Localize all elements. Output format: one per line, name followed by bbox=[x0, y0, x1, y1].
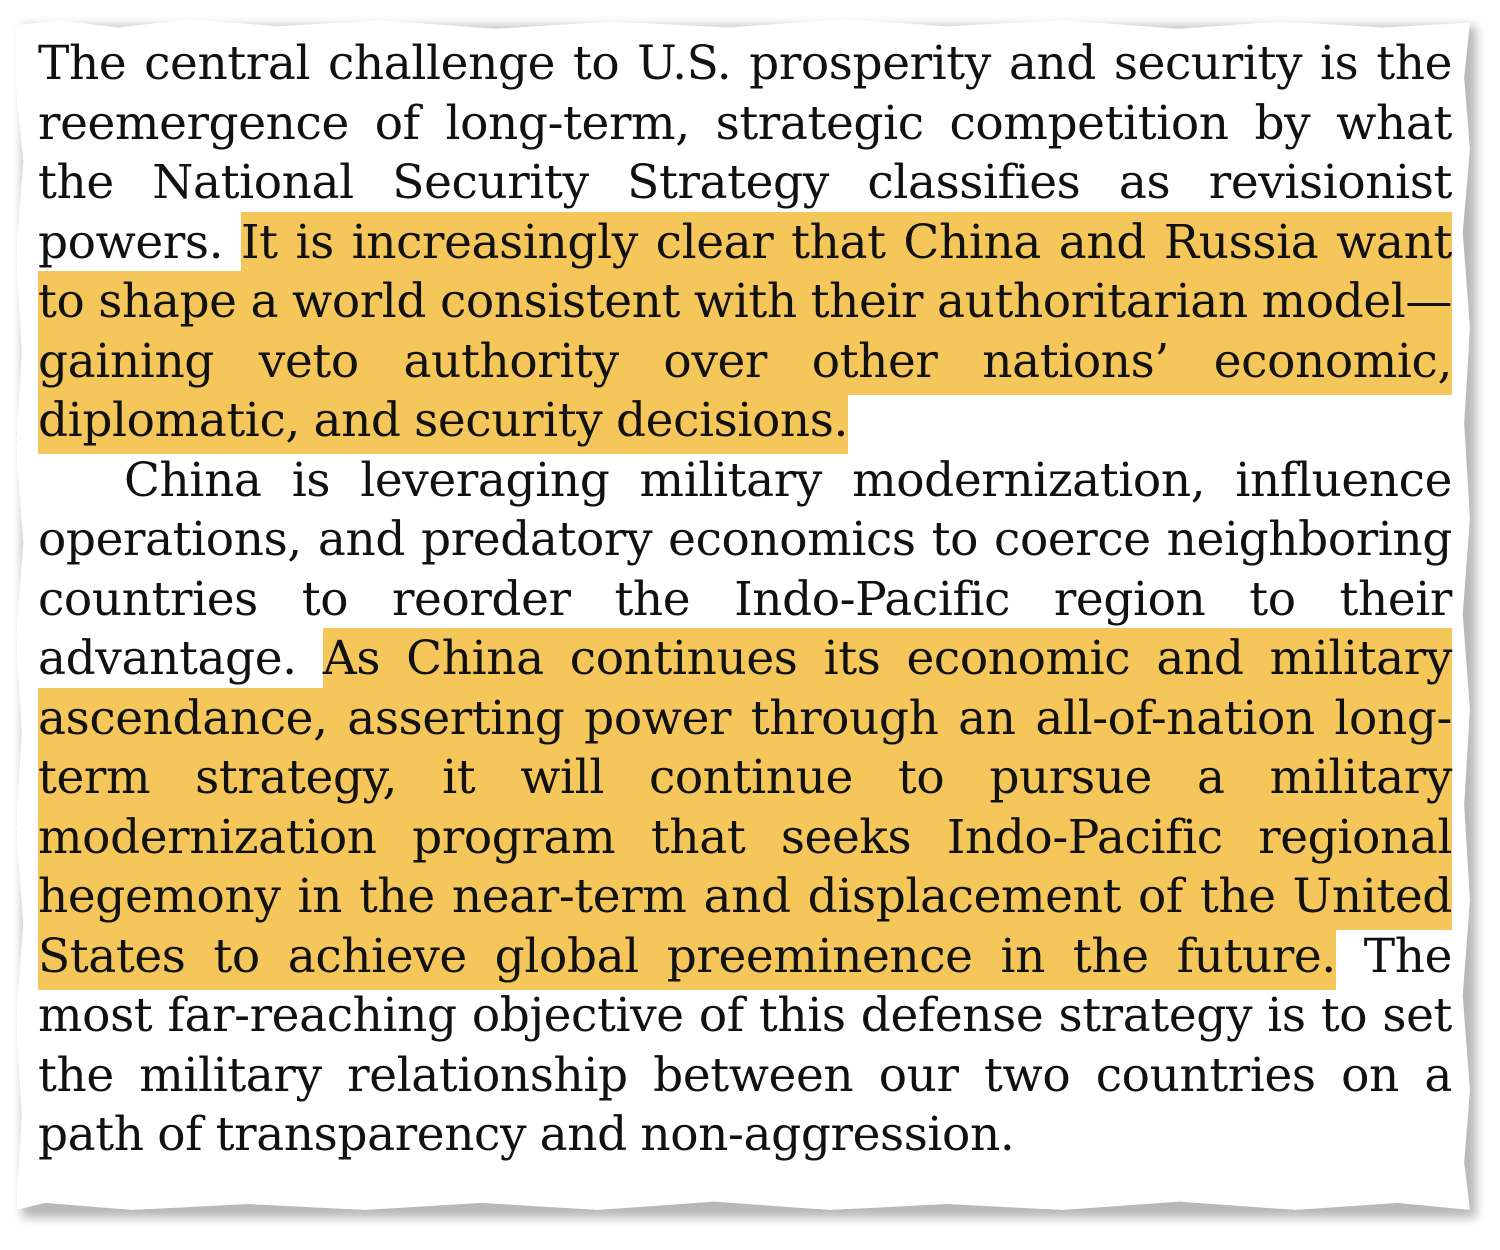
paragraph-1-text: The central challenge to U.S. prosperity and security is the reemergence of long-term, strategic competition by what the National Security Strategy classifies as revisionist powers. bbox=[38, 36, 1452, 270]
paragraph-1 bbox=[38, 34, 1452, 451]
highlighted-passage-1: It is increasingly clear that China and Russia want to shape a world consistent with their authoritarian model—gaining veto authority over other nations’ economic, diplomatic, and security decisions. bbox=[38, 212, 1452, 455]
document-body bbox=[38, 34, 1452, 1165]
highlighted-passage-2: As China continues its economic and military ascendance, asserting power through an all-of-nation long-term strategy, it will continue to pursue a military modernization program that seeks Indo-Pacific regional hegemony in the near-term and displacement of the United States to achieve global preeminence in the future. bbox=[38, 628, 1452, 990]
paragraph-2 bbox=[38, 451, 1452, 1165]
paragraph-2-text-start: China is leveraging military modernization, influence operations, and predatory economics to coerce neighboring countries to reorder the Indo-Pacific region to their advantage. bbox=[38, 452, 1452, 686]
paragraph-2-text-end: The most far-reaching objective of this defense strategy is to set the military relationship between our two countries on a path of transparency and non-aggression. bbox=[38, 928, 1453, 1162]
